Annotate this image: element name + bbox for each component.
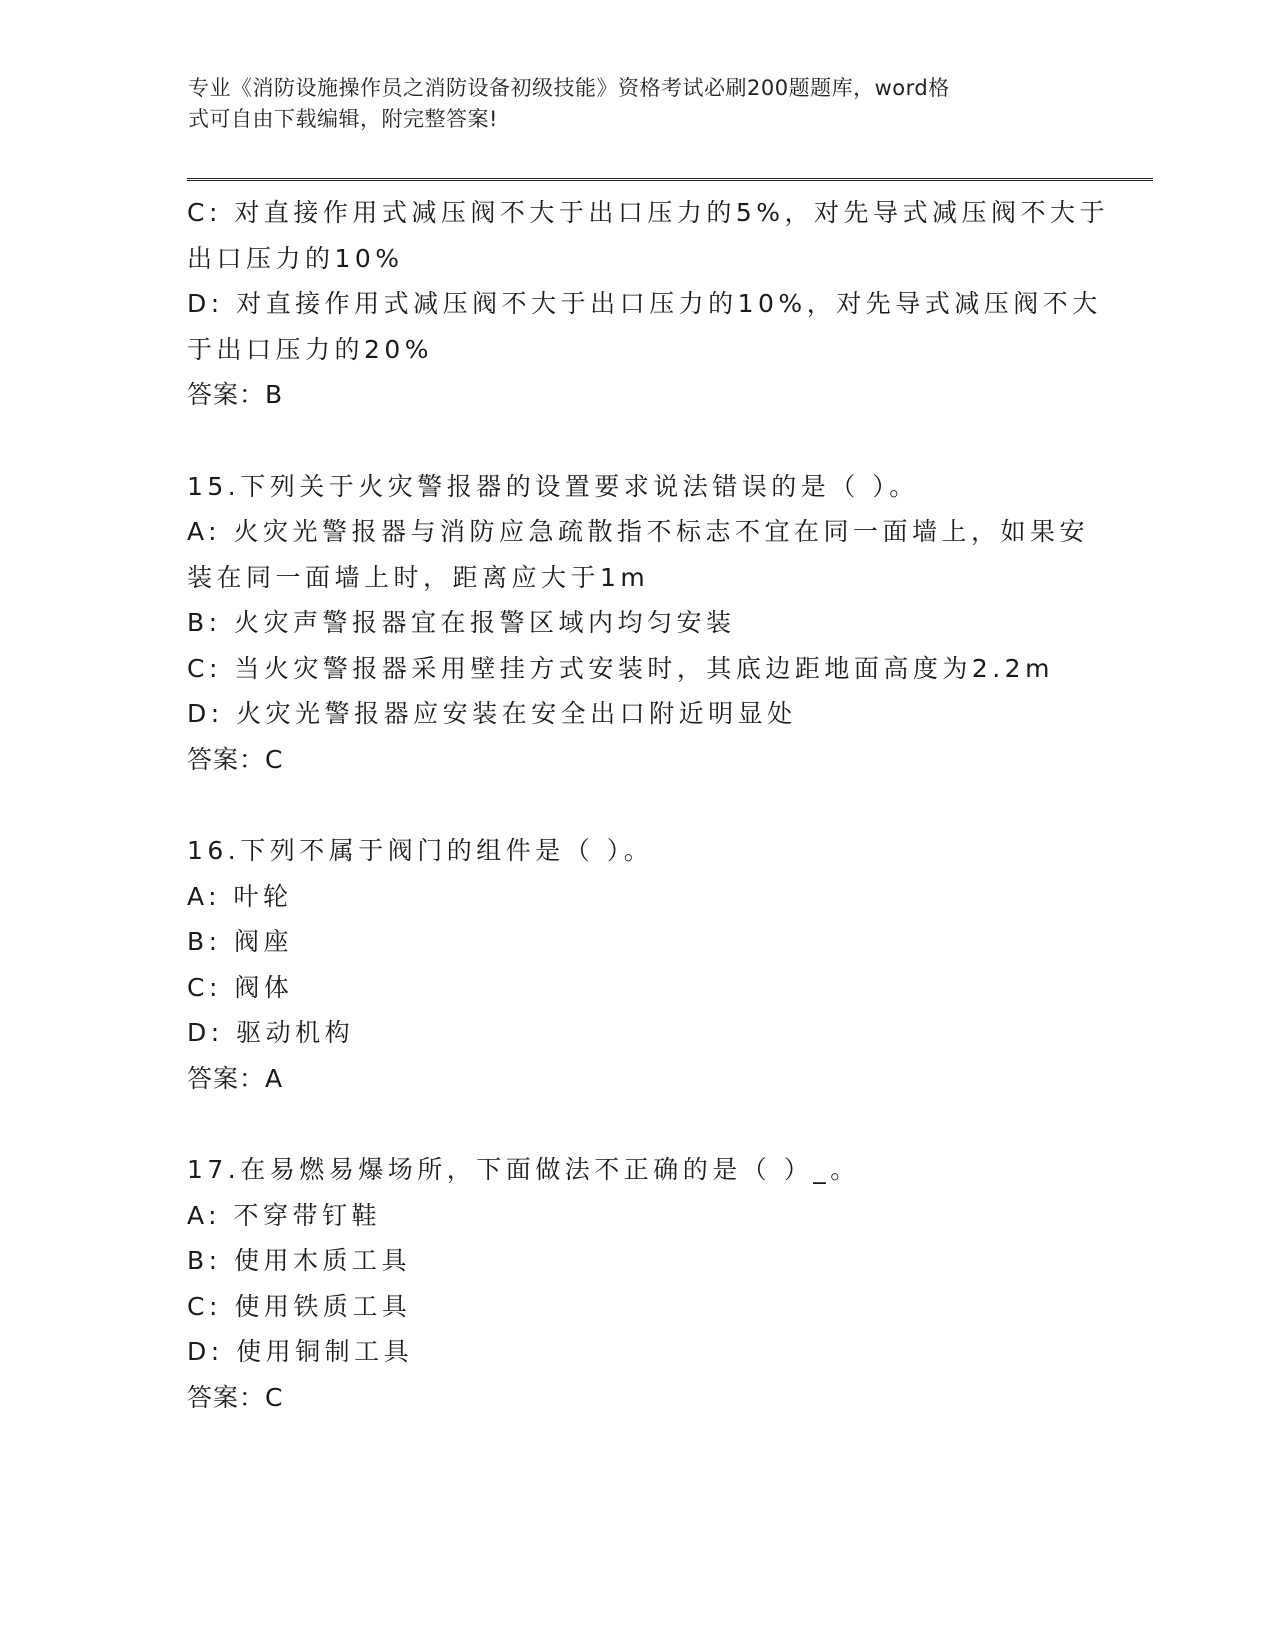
question-17	[187, 1147, 1087, 1420]
option-a-line-2: 装在同一面墙上时，距离应大于1m	[187, 562, 650, 592]
answer-line: 答案：C	[187, 1382, 284, 1412]
option-c-line-2: 出口压力的10%	[187, 243, 404, 273]
document-header	[188, 73, 1068, 135]
answer-line: 答案：A	[187, 1063, 284, 1093]
option-c: C: 当火灾警报器采用壁挂方式安装时，其底边距地面高度为2.2m	[187, 653, 1054, 683]
answer-line: 答案：B	[187, 380, 284, 409]
question-stem: 15.下列关于火灾警报器的设置要求说法错误的是（ ）。	[187, 471, 919, 501]
spacer	[187, 418, 1087, 464]
spacer	[187, 1101, 1087, 1147]
option-c-line-1: C: 对直接作用式减压阀不大于出口压力的5%，对先导式减压阀不大于	[187, 198, 1109, 227]
header-title-line-2: 式可自由下载编辑，附完整答案!	[188, 107, 498, 131]
option-a: A: 叶轮	[187, 881, 293, 911]
previous-question-tail	[187, 190, 1109, 418]
header-title-line-1: 专业《消防设施操作员之消防设备初级技能》资格考试必刷200题题库，word格	[188, 76, 950, 100]
option-d: D: 驱动机构	[187, 1018, 355, 1047]
question-16	[187, 828, 1087, 1101]
option-d-line-2: 于出口压力的20%	[187, 334, 434, 364]
option-d-line-1: D: 对直接作用式减压阀不大于出口压力的10%，对先导式减压阀不大	[187, 289, 1102, 318]
option-d: D: 使用铜制工具	[187, 1337, 414, 1366]
question-15	[187, 464, 1090, 783]
option-a-line-1: A: 火灾光警报器与消防应急疏散指不标志不宜在同一面墙上，如果安	[187, 517, 1090, 546]
spacer	[187, 782, 1087, 828]
option-c: C: 阀体	[187, 972, 294, 1002]
header-divider	[187, 178, 1153, 182]
question-stem: 16.下列不属于阀门的组件是（ ）。	[187, 836, 654, 865]
option-b: B: 阀座	[187, 927, 294, 956]
answer-line: 答案：C	[187, 744, 284, 774]
option-c: C: 使用铁质工具	[187, 1291, 412, 1321]
option-b: B: 火灾声警报器宜在报警区域内均匀安装	[187, 608, 736, 637]
option-d: D: 火灾光警报器应安装在安全出口附近明显处	[187, 699, 797, 728]
question-content	[187, 190, 1109, 1420]
option-b: B: 使用木质工具	[187, 1246, 412, 1275]
question-stem: 17.在易燃易爆场所，下面做法不正确的是（ ）_。	[187, 1155, 860, 1184]
option-a: A: 不穿带钉鞋	[187, 1200, 382, 1230]
